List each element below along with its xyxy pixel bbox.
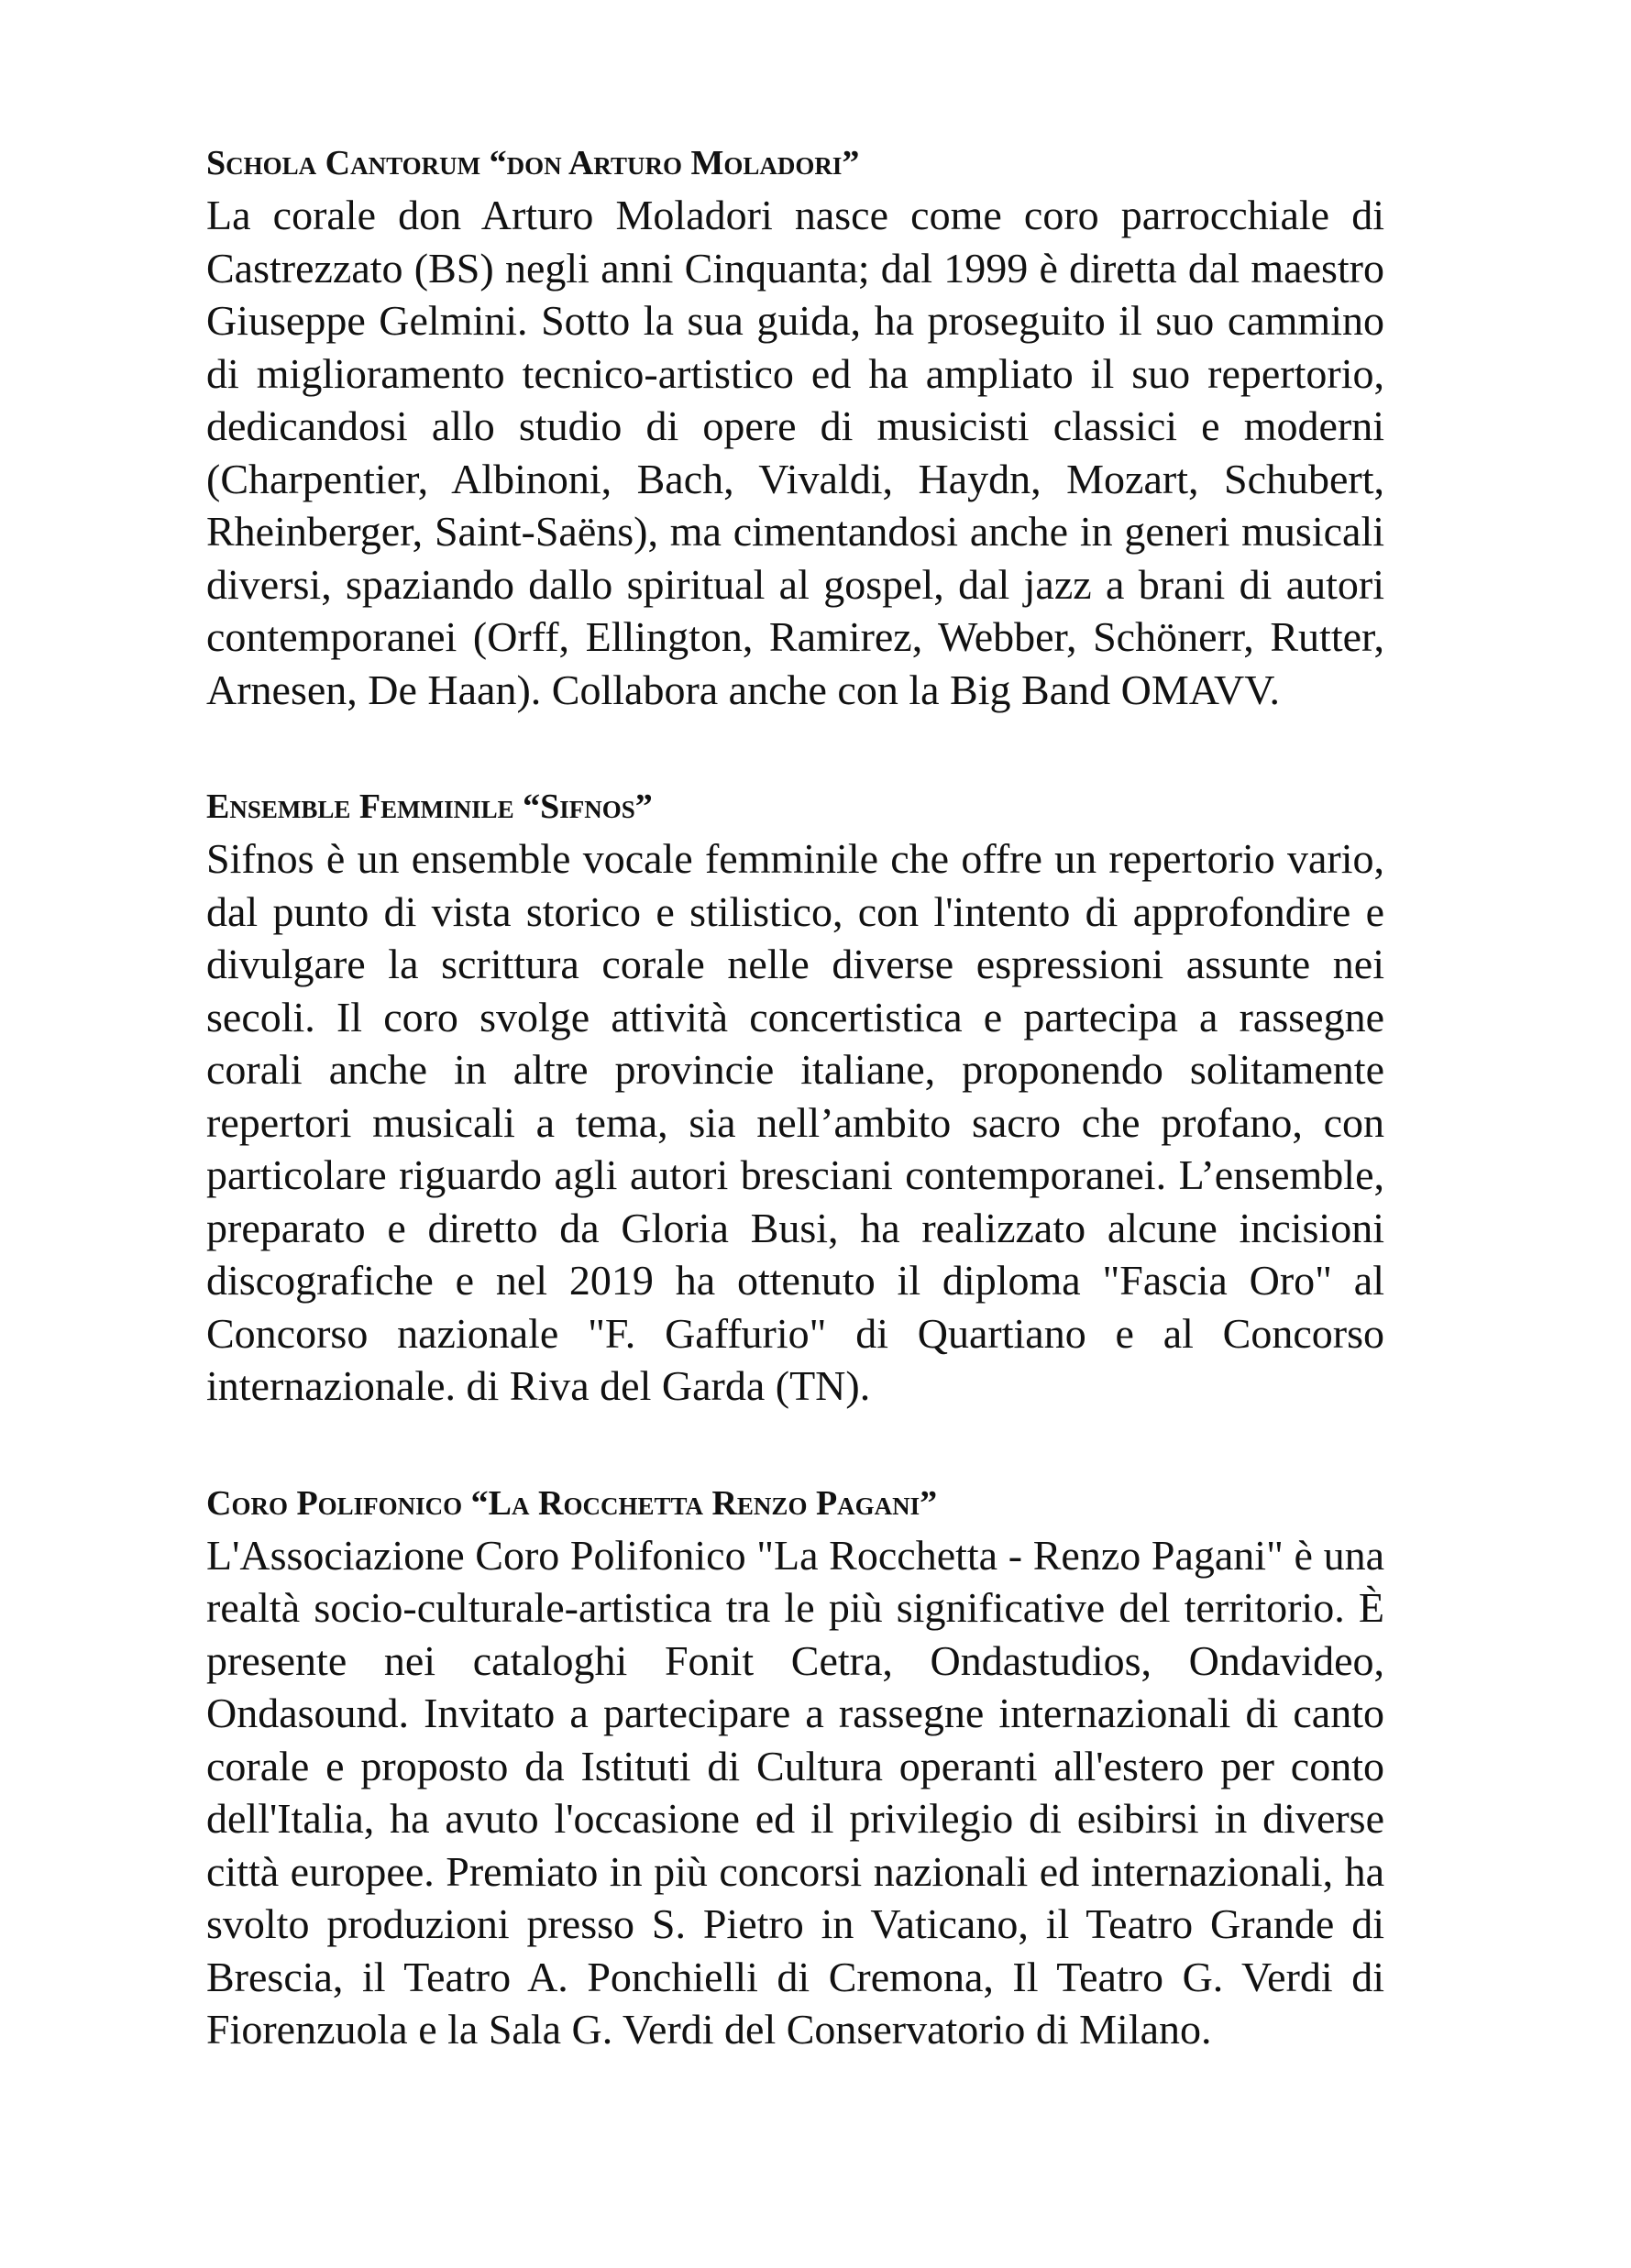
section-body: La corale don Arturo Moladori nasce come coro parrocchiale di Castrezzato (BS) negli anni Cinquanta; dal 1999 è diretta dal maestro Giuseppe Gelmini. Sotto la sua guida, ha proseguito il suo cammino di miglioramento tecnico-artistico ed ha ampliato il suo repertorio, dedicandosi allo studio di opere di musicisti classici e moderni (Charpentier, Albinoni, Bach, Vivaldi, Haydn, Mozart, Schubert, Rheinberger, Saint-Saëns), ma cimentandosi anche in generi musicali diversi, spaziando dallo spiritual al gospel, dal jazz a brani di autori contemporanei (Orff, Ellington, Ramirez, Webber, Schönerr, Rutter, Arnesen, De Haan). Collabora anche con la Big Band OMAVV. [206, 192, 1384, 713]
section-body: L'Associazione Coro Polifonico "La Rocchetta - Renzo Pagani" è una realtà socio-culturale-artistica tra le più significative del territorio. È presente nei cataloghi Fonit Cetra, Ondastudios, Ondavideo, Ondasound. Invitato a partecipare a rassegne internazionali di canto corale e proposto da Istituti di Cultura operanti all'estero per conto dell'Italia, ha avuto l'occasione ed il privilegio di esibirsi in diverse città europee. Premiato in più concorsi nazionali ed internazionali, ha svolto produzioni presso S. Pietro in Vaticano, il Teatro Grande di Brescia, il Teatro A. Ponchielli di Cremona, Il Teatro G. Verdi di Fiorenzuola e la Sala G. Verdi del Conservatorio di Milano. [206, 1531, 1384, 2053]
document-content [206, 138, 1384, 2121]
section-heading: Schola Cantorum “don Arturo Moladori” [206, 144, 860, 182]
section-heading: Ensemble Femminile “Sifnos” [206, 787, 653, 826]
section-coro-la-rocchetta [206, 1478, 1384, 2056]
section-heading: Coro Polifonico “La Rocchetta Renzo Pagani” [206, 1483, 938, 1523]
section-body: Sifnos è un ensemble vocale femminile che offre un repertorio vario, dal punto di vista storico e stilistico, con l'intento di approfondire e divulgare la scrittura corale nelle diverse espressioni assunte nei secoli. Il coro svolge attività concertistica e partecipa a rassegne corali anche in altre provincie italiane, proponendo solitamente repertori musicali a tema, sia nell’ambito sacro che profano, con particolare riguardo agli autori bresciani contemporanei. L’ensemble, preparato e diretto da Gloria Busi, ha realizzato alcune incisioni discografiche e nel 2019 ha ottenuto il diploma "Fascia Oro" al Concorso nazionale "F. Gaffurio" di Quartiano e al Concorso internazionale. di Riva del Garda (TN). [206, 835, 1384, 1409]
section-schola-cantorum [206, 138, 1384, 716]
section-ensemble-sifnos [206, 781, 1384, 1413]
